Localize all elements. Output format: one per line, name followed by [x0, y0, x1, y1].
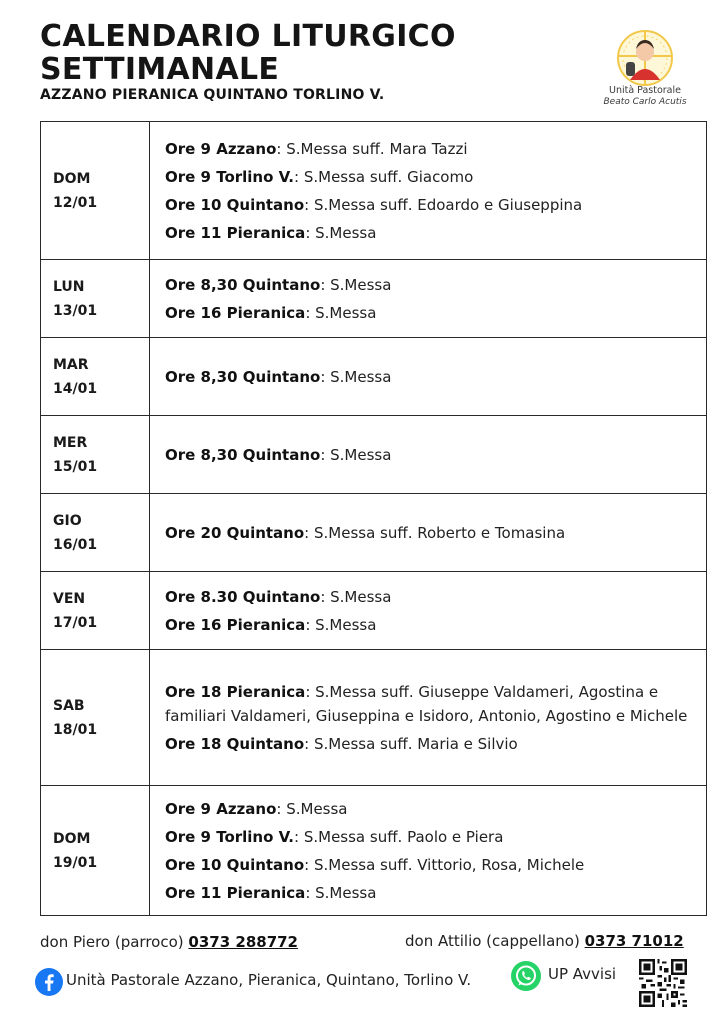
day-cell: [41, 572, 150, 650]
day-date: 12/01: [53, 194, 98, 211]
event-time: Ore 9 Torlino V.: [165, 827, 295, 846]
event-text: : S.Messa: [305, 223, 377, 242]
pastoral-unit-logo: [590, 22, 700, 114]
title-line-2: SETTIMANALE: [40, 52, 280, 87]
event-time: Ore 9 Azzano: [165, 139, 277, 158]
event-item: [165, 825, 692, 849]
contact-piero-phone[interactable]: 0373 288772: [188, 933, 298, 951]
event-time: Ore 11 Pieranica: [165, 223, 306, 242]
events-cell: [150, 572, 707, 650]
table-row: [41, 572, 707, 650]
event-time: Ore 10 Quintano: [165, 855, 305, 874]
contact-attilio-label: don Attilio (cappellano): [405, 932, 585, 950]
contact-piero: [40, 933, 298, 951]
events-cell: [150, 494, 707, 572]
whatsapp-group-text[interactable]: UP Avvisi: [548, 965, 617, 983]
liturgical-calendar-table: [40, 121, 707, 916]
day-cell: [41, 650, 150, 786]
event-text: : S.Messa: [320, 587, 392, 606]
contact-attilio-phone[interactable]: 0373 71012: [584, 932, 684, 950]
event-time: Ore 20 Quintano: [165, 523, 305, 542]
event-item: [165, 273, 692, 297]
day-name: SAB: [53, 697, 85, 714]
day-date: 17/01: [53, 614, 98, 631]
day-date: 16/01: [53, 536, 98, 553]
day-name: GIO: [53, 512, 82, 529]
event-item: [165, 301, 692, 325]
event-text: : S.Messa suff. Giuseppe Valdameri, Agostina e familiari Valdameri, Giuseppina e Isidoro, Antonio, Agostino e Michele: [165, 682, 688, 725]
table-row: [41, 650, 707, 786]
event-item: [165, 680, 692, 728]
event-item: [165, 165, 692, 189]
event-time: Ore 18 Pieranica: [165, 682, 306, 701]
table-row: [41, 786, 707, 916]
event-item: [165, 881, 692, 905]
event-text: : S.Messa: [320, 275, 392, 294]
contact-piero-label: don Piero (parroco): [40, 933, 189, 951]
day-cell: [41, 786, 150, 916]
event-text: : S.Messa suff. Giacomo: [294, 167, 474, 186]
page-subtitle: AZZANO PIERANICA QUINTANO TORLINO V.: [40, 87, 385, 103]
day-name: MAR: [53, 356, 89, 373]
table-row: [41, 494, 707, 572]
event-item: [165, 613, 692, 637]
day-date: 14/01: [53, 380, 98, 397]
event-time: Ore 8,30 Quintano: [165, 275, 321, 294]
day-name: LUN: [53, 278, 85, 295]
title-line-1: CALENDARIO LITURGICO: [40, 19, 456, 54]
day-date: 19/01: [53, 854, 98, 871]
event-time: Ore 16 Pieranica: [165, 615, 306, 634]
table-row: [41, 416, 707, 494]
event-time: Ore 18 Quintano: [165, 734, 305, 753]
day-cell: [41, 122, 150, 260]
event-item: [165, 521, 692, 545]
day-date: 13/01: [53, 302, 98, 319]
day-date: 18/01: [53, 721, 98, 738]
event-text: : S.Messa: [305, 303, 377, 322]
event-text: : S.Messa suff. Mara Tazzi: [276, 139, 468, 158]
event-item: [165, 853, 692, 877]
event-time: Ore 16 Pieranica: [165, 303, 306, 322]
event-text: : S.Messa: [320, 367, 392, 386]
contact-attilio: [405, 932, 684, 950]
day-date: 15/01: [53, 458, 98, 475]
facebook-page-text[interactable]: Unità Pastorale Azzano, Pieranica, Quintano, Torlino V.: [66, 971, 472, 989]
events-cell: [150, 122, 707, 260]
event-item: [165, 365, 692, 389]
logo-emblem-icon: [590, 22, 700, 86]
event-time: Ore 8,30 Quintano: [165, 367, 321, 386]
event-item: [165, 137, 692, 161]
day-name: DOM: [53, 830, 91, 847]
table-row: [41, 122, 707, 260]
facebook-icon[interactable]: [35, 968, 63, 996]
events-cell: [150, 260, 707, 338]
event-item: [165, 797, 692, 821]
event-text: : S.Messa suff. Edoardo e Giuseppina: [304, 195, 583, 214]
event-text: : S.Messa: [276, 799, 348, 818]
logo-text-line-1: Unità Pastorale: [608, 85, 681, 96]
event-time: Ore 9 Torlino V.: [165, 167, 295, 186]
event-text: : S.Messa: [320, 445, 392, 464]
table-row: [41, 260, 707, 338]
events-cell: [150, 338, 707, 416]
events-cell: [150, 416, 707, 494]
event-time: Ore 11 Pieranica: [165, 883, 306, 902]
logo-text-line-2: Beato Carlo Acutis: [603, 97, 687, 107]
event-time: Ore 9 Azzano: [165, 799, 277, 818]
event-item: [165, 585, 692, 609]
day-cell: [41, 416, 150, 494]
events-cell: [150, 786, 707, 916]
event-text: : S.Messa suff. Roberto e Tomasina: [304, 523, 566, 542]
event-item: [165, 193, 692, 217]
event-text: : S.Messa suff. Maria e Silvio: [304, 734, 518, 753]
day-name: VEN: [53, 590, 86, 607]
events-cell: [150, 650, 707, 786]
event-text: : S.Messa suff. Vittorio, Rosa, Michele: [304, 855, 585, 874]
qr-code-icon[interactable]: [639, 959, 687, 1007]
event-text: : S.Messa: [305, 883, 377, 902]
event-text: : S.Messa: [305, 615, 377, 634]
day-name: MER: [53, 434, 88, 451]
event-item: [165, 221, 692, 245]
event-time: Ore 8,30 Quintano: [165, 445, 321, 464]
event-item: [165, 732, 692, 756]
event-time: Ore 8.30 Quintano: [165, 587, 321, 606]
page-title: [40, 20, 456, 86]
whatsapp-icon[interactable]: [510, 960, 542, 992]
day-cell: [41, 338, 150, 416]
event-item: [165, 443, 692, 467]
table-row: [41, 338, 707, 416]
event-time: Ore 10 Quintano: [165, 195, 305, 214]
day-name: DOM: [53, 170, 91, 187]
day-cell: [41, 260, 150, 338]
day-cell: [41, 494, 150, 572]
event-text: : S.Messa suff. Paolo e Piera: [294, 827, 504, 846]
